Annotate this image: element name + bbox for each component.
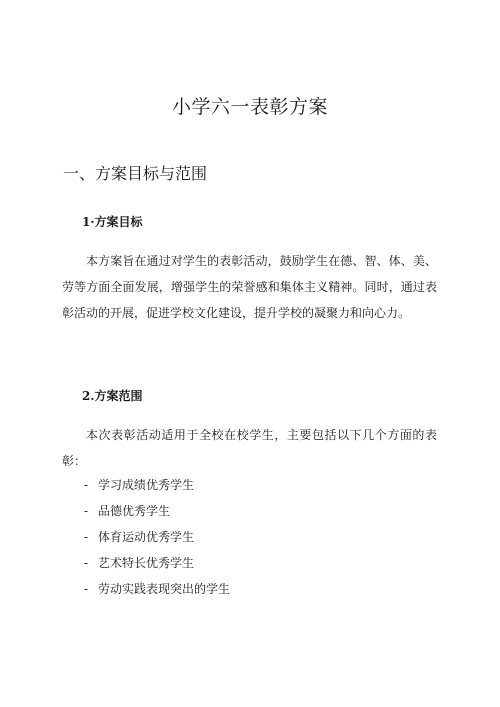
section-heading-goals-scope: 一、方案目标与范围: [63, 164, 208, 183]
subsection-heading-goals: 1·方案目标: [82, 215, 143, 229]
list-dash: -: [84, 504, 89, 518]
document-title: 小学六一表彰方案: [171, 96, 328, 118]
list-dash: -: [84, 556, 89, 570]
scope-paragraph: 本次表彰活动适用于全校在校学生，主要包括以下几个方面的表彰：: [62, 428, 437, 468]
list-item: [84, 498, 230, 524]
list-item: [84, 472, 230, 498]
list-dash: -: [84, 582, 89, 596]
list-dash: -: [84, 478, 89, 492]
list-item: [84, 550, 230, 576]
goals-paragraph: 本方案旨在通过对学生的表彰活动，鼓励学生在德、智、体、美、劳等方面全面发展，增强学生的荣誉感和集体主义精神。同时，通过表彰活动的开展，促进学校文化建设，提升学校的凝聚力和向心力。: [62, 254, 437, 320]
list-item-text: 艺术特长优秀学生: [98, 556, 195, 570]
list-item-text: 品德优秀学生: [98, 504, 171, 518]
list-item-text: 体育运动优秀学生: [98, 530, 195, 544]
list-item-text: 学习成绩优秀学生: [98, 478, 195, 492]
list-item: [84, 576, 230, 602]
list-item: [84, 524, 230, 550]
subsection-heading-scope: 2.方案范围: [82, 389, 143, 403]
award-category-list: [84, 472, 230, 602]
list-item-text: 劳动实践表现突出的学生: [98, 582, 231, 596]
list-dash: -: [84, 530, 89, 544]
